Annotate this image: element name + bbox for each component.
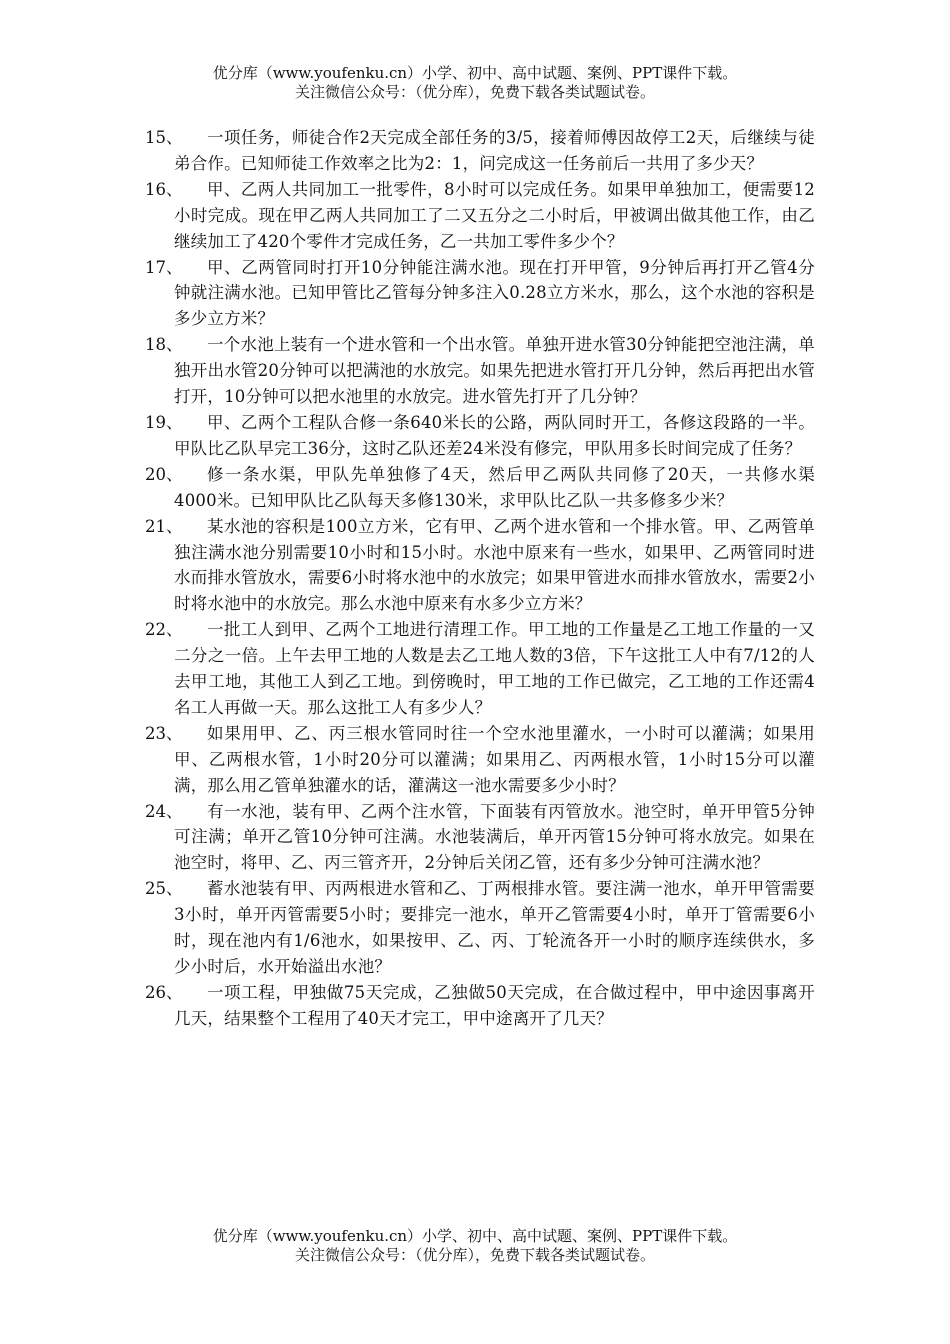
question-20 xyxy=(145,462,815,514)
footer-line-2: 关注微信公众号：（优分库），免费下载各类试题试卷。 xyxy=(294,1246,655,1264)
page-header xyxy=(0,64,950,102)
question-number: 16、 xyxy=(145,179,183,199)
question-text: 有一水池，装有甲、乙两个注水管，下面装有丙管放水。池空时，单开甲管5分钟可注满；单开乙管10分钟可注满。水池装满后，单开丙管15分钟可将水放完。如果在池空时，将甲、乙、丙三管齐开，2分钟后关闭乙管，还有多少分钟可注满水池？ xyxy=(174,801,815,873)
question-number: 18、 xyxy=(145,335,183,355)
question-text: 甲、乙两个工程队合修一条640米长的公路，两队同时开工，各修这段路的一半。甲队比乙队早完工36分，这时乙队还差24米没有修完，甲队用多长时间完成了任务？ xyxy=(174,412,815,458)
question-list xyxy=(145,125,815,1032)
question-text: 一批工人到甲、乙两个工地进行清理工作。甲工地的工作量是乙工地工作量的一又二分之一倍。上午去甲工地的人数是去乙工地人数的3倍，下午这批工人中有7/12的人去甲工地，其他工人到乙工地。到傍晚时，甲工地的工作已做完，乙工地的工作还需4名工人再做一天。那么这批工人有多少人？ xyxy=(174,620,815,717)
question-number: 17、 xyxy=(145,257,183,277)
question-text: 一项工程，甲独做75天完成，乙独做50天完成，在合做过程中，甲中途因事离开几天，结果整个工程用了40天才完工，甲中途离开了几天？ xyxy=(174,982,815,1028)
question-number: 25、 xyxy=(145,879,183,899)
question-25 xyxy=(145,876,815,980)
question-number: 26、 xyxy=(145,982,183,1002)
question-text: 修一条水渠，甲队先单独修了4天，然后甲乙两队共同修了20天，一共修水渠4000米。已知甲队比乙队每天多修130米，求甲队比乙队一共多修多少米？ xyxy=(174,464,815,510)
header-line-2: 关注微信公众号：（优分库），免费下载各类试题试卷。 xyxy=(294,83,655,101)
question-text: 甲、乙两管同时打开10分钟能注满水池。现在打开甲管，9分钟后再打开乙管4分钟就注满水池。已知甲管比乙管每分钟多注入0.28立方米水，那么，这个水池的容积是多少立方米？ xyxy=(174,257,815,329)
question-18 xyxy=(145,332,815,410)
question-26 xyxy=(145,980,815,1032)
question-text: 如果用甲、乙、丙三根水管同时往一个空水池里灌水，一小时可以灌满；如果用甲、乙两根水管，1小时20分可以灌满；如果用乙、丙两根水管，1小时15分可以灌满，那么用乙管单独灌水的话，灌满这一池水需要多少小时？ xyxy=(174,723,815,795)
question-16 xyxy=(145,177,815,255)
question-number: 20、 xyxy=(145,464,183,484)
question-text: 蓄水池装有甲、丙两根进水管和乙、丁两根排水管。要注满一池水，单开甲管需要3小时，单开丙管需要5小时；要排完一池水，单开乙管需要4小时，单开丁管需要6小时，现在池内有1/6池水，如果按甲、乙、丙、丁轮流各开一小时的顺序连续供水，多少小时后，水开始溢出水池？ xyxy=(174,879,815,976)
question-24 xyxy=(145,799,815,877)
question-text: 一项任务，师徒合作2天完成全部任务的3/5，接着师傅因故停工2天，后继续与徒弟合作。已知师徒工作效率之比为2：1，问完成这一任务前后一共用了多少天？ xyxy=(174,128,815,173)
question-number: 22、 xyxy=(145,620,183,640)
footer-line-1: 优分库（www.youfenku.cn）小学、初中、高中试题、案例、PPT课件下载。 xyxy=(212,1227,738,1245)
question-17 xyxy=(145,255,815,333)
question-15 xyxy=(145,125,815,177)
question-text: 某水池的容积是100立方米，它有甲、乙两个进水管和一个排水管。甲、乙两管单独注满水池分别需要10小时和15小时。水池中原来有一些水，如果甲、乙两管同时进水而排水管放水，需要6小时将水池中的水放完；如果甲管进水而排水管放水，需要2小时将水池中的水放完。那么水池中原来有水多少立方米？ xyxy=(174,516,815,614)
question-21 xyxy=(145,514,815,618)
question-number: 23、 xyxy=(145,723,183,743)
question-22 xyxy=(145,617,815,721)
question-number: 15、 xyxy=(145,128,183,147)
question-number: 24、 xyxy=(145,801,183,821)
question-text: 甲、乙两人共同加工一批零件，8小时可以完成任务。如果甲单独加工，便需要12小时完成。现在甲乙两人共同加工了二又五分之二小时后，甲被调出做其他工作，由乙继续加工了420个零件才完成任务，乙一共加工零件多少个？ xyxy=(174,179,815,251)
question-number: 21、 xyxy=(145,516,183,536)
question-19 xyxy=(145,410,815,462)
page-footer xyxy=(0,1227,950,1265)
question-number: 19、 xyxy=(145,412,183,432)
question-23 xyxy=(145,721,815,799)
header-line-1: 优分库（www.youfenku.cn）小学、初中、高中试题、案例、PPT课件下载。 xyxy=(212,64,738,82)
question-text: 一个水池上装有一个进水管和一个出水管。单独开进水管30分钟能把空池注满，单独开出水管20分钟可以把满池的水放完。如果先把进水管打开几分钟，然后再把出水管打开，10分钟可以把水池里的水放完。进水管先打开了几分钟？ xyxy=(174,335,815,407)
